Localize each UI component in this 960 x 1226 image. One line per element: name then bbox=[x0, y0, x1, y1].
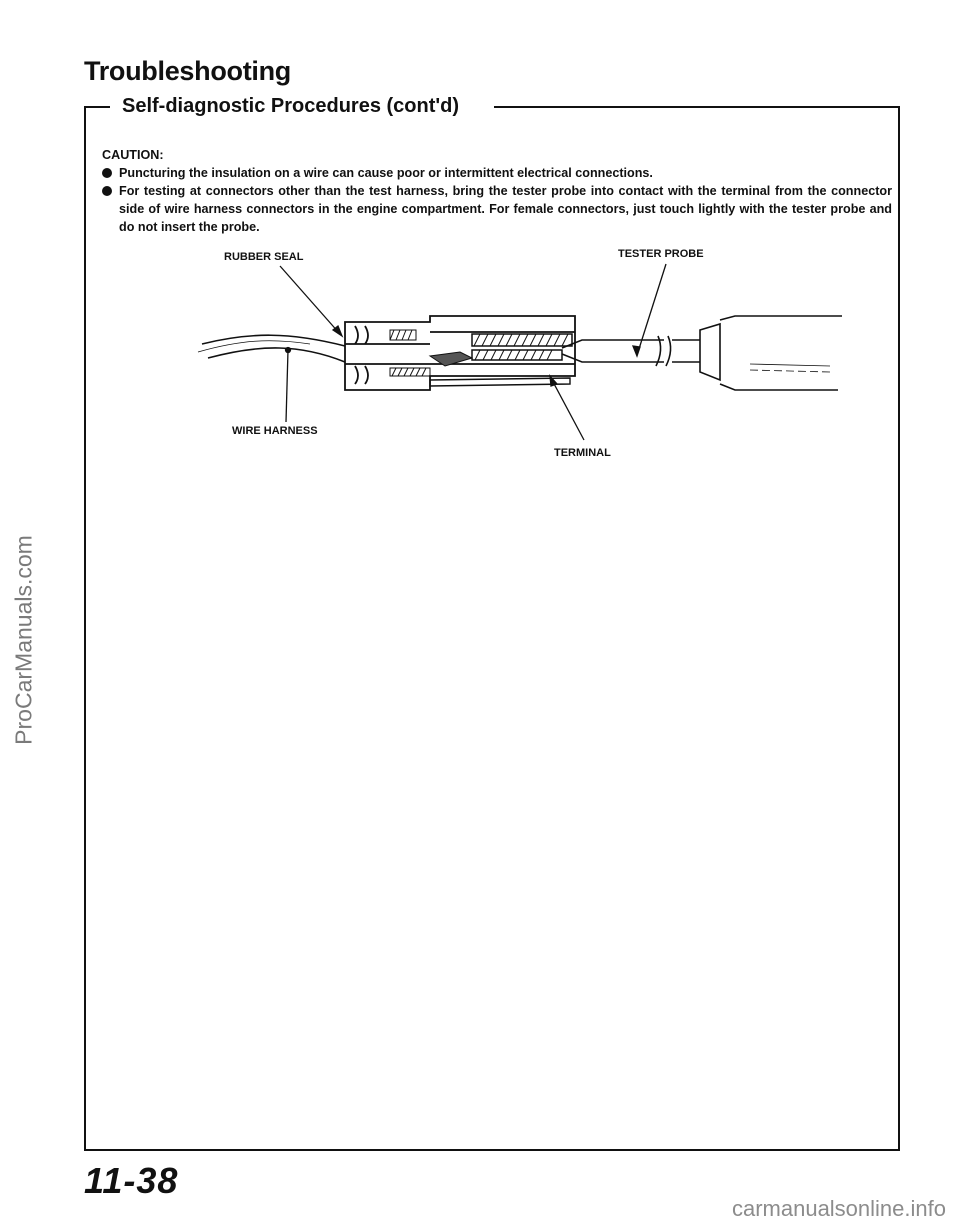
caution-item bbox=[102, 182, 892, 236]
page-title: Troubleshooting bbox=[84, 56, 291, 86]
terminal-label: TERMINAL bbox=[554, 447, 611, 459]
bullet-icon bbox=[102, 186, 112, 196]
caution-item-text: Puncturing the insulation on a wire can cause poor or intermittent electrical connections. bbox=[119, 166, 653, 180]
leader-lines bbox=[280, 264, 666, 440]
frame-top-left-rule bbox=[84, 106, 110, 108]
footer-watermark: carmanualsonline.info bbox=[731, 1196, 946, 1221]
side-watermark-text: ProCarManuals.com bbox=[10, 535, 37, 745]
connector-probe-diagram bbox=[190, 240, 850, 470]
frame-top-right-rule bbox=[494, 106, 898, 108]
rubber-seal-hatch bbox=[390, 330, 430, 376]
rubber-seal-label: RUBBER SEAL bbox=[224, 251, 304, 263]
tester-probe-label: TESTER PROBE bbox=[618, 248, 704, 260]
bullet-icon bbox=[102, 168, 112, 178]
caution-label: CAUTION: bbox=[102, 148, 164, 162]
caution-item bbox=[102, 164, 892, 182]
caution-item-text: For testing at connectors other than the test harness, bring the tester probe into contact with the terminal from the connector side of wire harness connectors in the engine compartment. For female connectors, just touch lightly with the tester probe and do not insert the probe. bbox=[119, 184, 892, 234]
page-number: 11-38 bbox=[84, 1160, 179, 1201]
wire-harness-cable bbox=[198, 335, 345, 362]
wire-harness-label: WIRE HARNESS bbox=[232, 425, 318, 437]
section-heading: Self-diagnostic Procedures (cont'd) bbox=[118, 95, 463, 118]
caution-block bbox=[102, 146, 892, 236]
tester-probe bbox=[562, 316, 842, 390]
caution-list bbox=[102, 164, 892, 236]
